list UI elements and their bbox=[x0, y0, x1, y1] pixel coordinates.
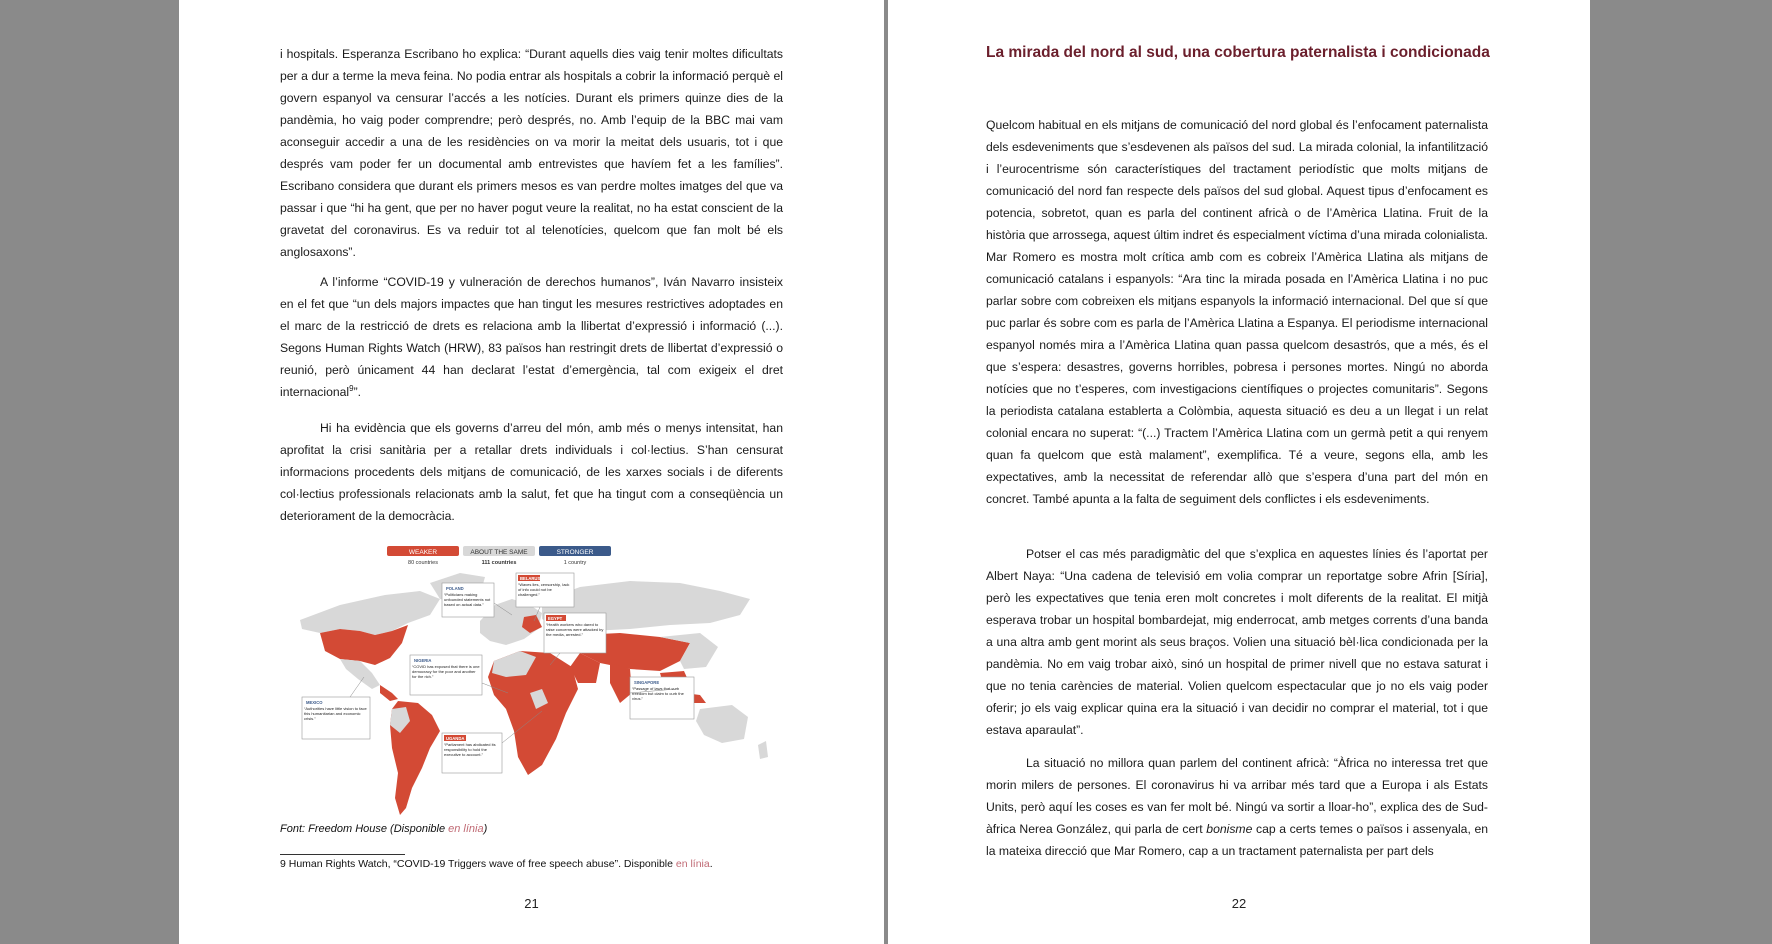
figure-caption bbox=[280, 823, 487, 835]
paragraph: Hi ha evidència que els governs d’arreu del món, amb més o menys intensitat, han aprofitat la crisi sanitària per a retallar drets individuals i col·lectius. S’han censurat informacions procedents dels mitjans de comunicació, de les xarxes socials i de diferents col·lectius professionals relacionats amb la salut, fet que ha tingut com a conseqüència un deteriorament de la democràcia. bbox=[280, 421, 783, 523]
callout-belarus bbox=[516, 573, 574, 607]
footnote-link[interactable]: en línia bbox=[675, 858, 710, 870]
paragraph bbox=[986, 752, 1488, 862]
callout-country: SINGAPORE bbox=[634, 680, 660, 685]
callout-singapore bbox=[630, 677, 694, 719]
legend-same-count: 111 countries bbox=[481, 560, 517, 566]
paragraph-text: La situació no millora quan parlem del continent africà: “Àfrica no interessa tret que morin milers de persones. El coronavirus hi va arribar més tard que a Europa i als Estats Units, però aquí les coses es van fer molt bé. Ningú va sortir a lloar-ho”, explica des de Sud-àfrica Nerea González, qui parla de cert bbox=[986, 756, 1488, 836]
legend-same-label: ABOUT THE SAME bbox=[470, 549, 528, 556]
australia-shape bbox=[696, 705, 748, 743]
paragraph: Quelcom habitual en els mitjans de comunicació del nord global és l’enfocament paternalista dels esdeveniments que s’esdevenen als països del sud. La mirada colonial, la infantilització i l’eurocentrisme són característiques del tractament periodístic que molts mitjans de comunicació del nord fan respecte dels països del sud global. Aquest tipus d’enfocament es potencia, sobretot, quan es parla del continent africà o de l’Amèrica Llatina. Fruit de la història que arrossega, aquest últim indret és especialment víctima d’una mirada colonialista. Mar Romero es mostra molt crítica amb com es cobreix l’Amèrica Llatina als mitjans de comunicació catalans i espanyols: “Ara tinc la mirada posada en l’Amèrica Llatina i no puc parlar sobre com cobreixen els mitjans espanyols la informació internacional. Del que sí que puc parlar és sobre com es parla de l’Amèrica Llatina a Espanya. El periodisme internacional espanyol només mira a l’Amèrica Llatina quan passa quelcom desastrós, que a més, és el que s’espera: desastres, governs horribles, pobresa i persones mortes. Ningú no aborda notícies que no t’esperes, com investigacions científiques o projectes comunitaris”. Segons la periodista catalana establerta a Colòmbia, aquesta situació es deu a un llegat i un relat colonial encara no superat: “(...) Tractem l’Amèrica Llatina com un germà petit a qui renyem quan fa quelcom que està malament”, exemplifica. Té a veure, segons ella, amb les expectatives, amb la necessitat de referendar allò que s’espera d’una part del món en concret. També apunta a la falta de seguiment dels conflictes i els esdeveniments. bbox=[986, 118, 1488, 506]
left-page bbox=[179, 0, 884, 944]
legend-stronger-count: 1 country bbox=[563, 560, 587, 566]
legend-stronger-label: STRONGER bbox=[556, 549, 594, 556]
paragraph-text: cap a certs temes o països i assenyala, en la mateixa direcció que Mar Romero, cap a un tractament paternalista per part dels bbox=[986, 822, 1488, 858]
central-america-shape bbox=[380, 685, 398, 701]
footnote-end: . bbox=[709, 858, 713, 870]
india-shape bbox=[610, 663, 632, 703]
callout-quote: “Authorities have little vision to face this humanitarian and economic crisis.” bbox=[304, 706, 367, 721]
new-zealand-shape bbox=[758, 741, 768, 759]
map-legend bbox=[387, 546, 611, 566]
caption-end: ) bbox=[483, 823, 488, 835]
paragraph-text: A l’informe “COVID-19 y vulneración de derechos humanos”, Iván Navarro insisteix en el fet que “un dels majors impactes que han tingut les mesures restrictives adoptades en el marc de la restricció de drets es relaciona amb la llibertat d’expressió i informació (...). Segons Human Rights Watch (HRW), 83 països han restringit drets de llibertat d’expressió o reunió, però únicament 44 han declarat l’estat d’emergència, tal com exigeix el dret internacional bbox=[280, 275, 783, 399]
footnote-ref: 9 bbox=[349, 383, 354, 393]
page-number: 22 bbox=[1231, 896, 1247, 911]
legend-weaker-count: 80 countries bbox=[408, 560, 438, 566]
emphasis: bonisme bbox=[1206, 822, 1253, 836]
callout-quote: “Passage of laws that curb freedom but claim to curb the virus.” bbox=[632, 686, 684, 701]
callout-quote: “Politicians making unfounded statements not based on actual data.” bbox=[444, 592, 491, 607]
section-heading: La mirada del nord al sud, una cobertura paternalista i condicionada bbox=[986, 44, 1490, 61]
freedom-map-figure bbox=[280, 543, 783, 818]
caption-text: Font: Freedom House (Disponible bbox=[280, 823, 449, 835]
callout-country: UGANDA bbox=[446, 736, 465, 741]
legend-weaker-label: WEAKER bbox=[408, 549, 438, 556]
world-map bbox=[300, 573, 768, 815]
paragraph: Potser el cas més paradigmàtic del que s’explica en aquestes línies és l’aportat per Albert Naya: “Una cadena de televisió em volia comprar un reportatge sobre Afrin [Síria], però les expectatives que tenia eren molt concretes i molt diferents de la realitat. El mitjà esperava trobar un hospital bombardejat, mig enderrocat, amb metges corrents d’una banda a una altra amb gent morint als seus braços. Volien una situació bèl·lica condicionada per la pandèmia. No em vaig trobar això, sinó un hospital de primer nivell que no estava saturat i que no tenia carències de material. Volien quelcom espectacular que jo no els vaig poder oferir; jo els vaig explicar quina era la situació i van decidir no comprar el material, tot i que estava aparaulat”. bbox=[986, 547, 1488, 737]
footnote-divider bbox=[280, 854, 405, 855]
callout-uganda bbox=[442, 733, 502, 773]
callout-mexico bbox=[302, 697, 370, 739]
callout-egypt bbox=[544, 613, 606, 653]
page-number: 21 bbox=[524, 896, 539, 911]
callout-country: NIGERIA bbox=[414, 658, 432, 663]
footnote-text: 9 Human Rights Watch, “COVID-19 Triggers wave of free speech abuse”. Disponible bbox=[280, 858, 676, 870]
caption-link[interactable]: en línia bbox=[448, 823, 484, 835]
right-page bbox=[888, 0, 1590, 944]
callout-country: POLAND bbox=[446, 586, 464, 591]
callout-nigeria bbox=[410, 655, 482, 695]
paragraph-end: ”. bbox=[353, 385, 362, 399]
callout-country: BELARUS bbox=[520, 576, 541, 581]
paragraph: i hospitals. Esperanza Escribano ho explica: “Durant aquells dies vaig tenir moltes dificultats per a dur a terme la meva feina. No podia entrar als hospitals a cobrir la informació perquè el govern espanyol va censurar l’accés a les notícies. Durant els primers quinze dies de la pandèmia, ho vaig poder comprendre; però després, no. Amb l’equip de la BBC mai vam aconseguir accedir a una de les residències on va morir la meitat dels usuaris, tot i que després vam poder fer un documental amb entrevistes que havíem fet a les famílies”. Escribano considera que durant els primers mesos es van perdre moltes imatges del que va passar i que “hi ha gent, que per no haver pogut veure la realitat, no ha estat conscient de la gravetat del coronavirus. Es va reduir tot al telenotícies, quelcom que fan molt bé els anglosaxons”. bbox=[280, 47, 783, 259]
canada-shape bbox=[300, 591, 440, 635]
footnote bbox=[280, 858, 713, 870]
callout-quote: “Health workers who dared to raise concerns were attacked by the media, arrested.” bbox=[546, 622, 604, 637]
callout-country: EGYPT bbox=[548, 616, 563, 621]
callout-country: MEXICO bbox=[306, 700, 323, 705]
callout-quote: “Waves lies, censorship, lack of info could not be challenged.” bbox=[518, 582, 570, 597]
callout-poland bbox=[442, 583, 494, 617]
paragraph bbox=[280, 271, 783, 403]
callout-quote: “COVID has exposed that there is one democracy for the poor and another for the rich.” bbox=[412, 664, 480, 679]
callout-quote: “Parliament has abdicated its responsibility to hold the executive to account.” bbox=[444, 742, 496, 757]
